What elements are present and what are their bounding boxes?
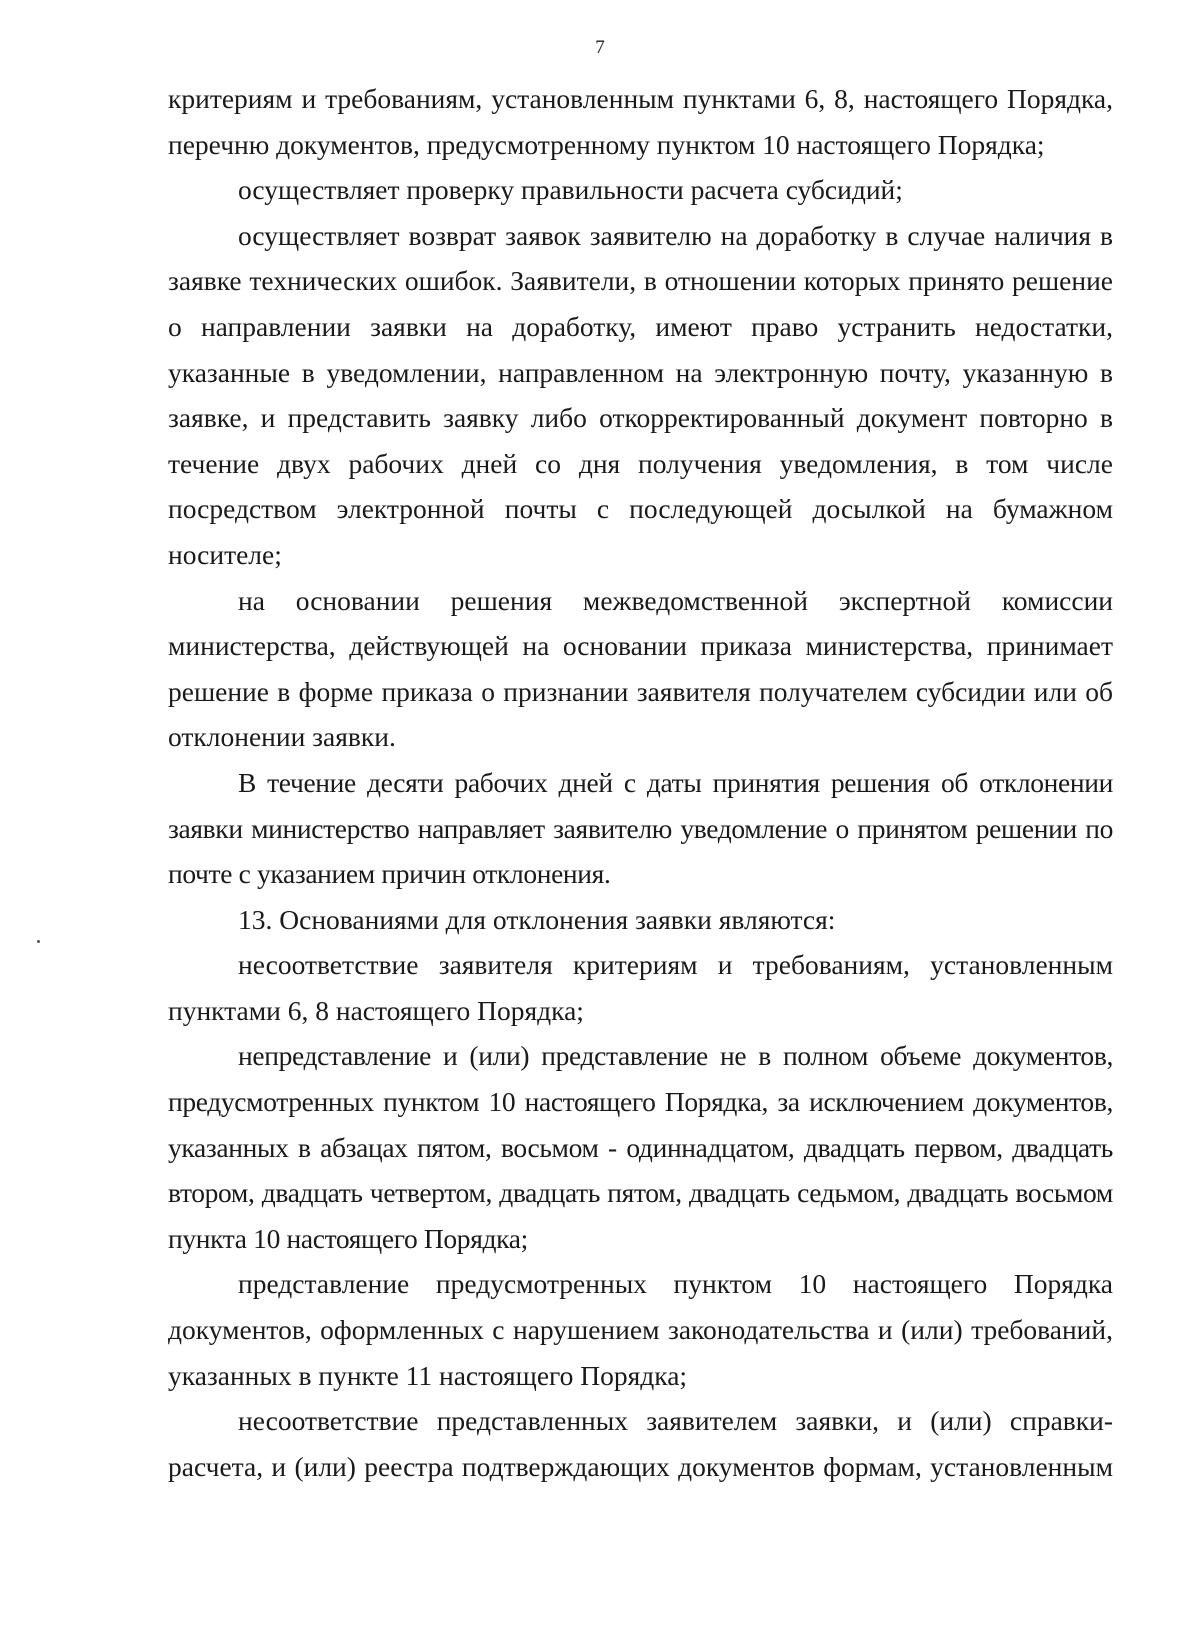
paragraph-continuation: критериям и требованиям, установленным пунктами 6, 8, настоящего Порядка, перечню документов, предусмотренному пунктом 10 настоящего Порядка; [168,83,1113,160]
paragraph-commission-decision: на основании решения межведомственной экспертной комиссии министерства, действующей на основании приказа министерства, принимает решение в форме приказа о признании заявителя получателем субсидии или об отклонении заявки. [168,584,1113,753]
paragraph-ground-forms-mismatch: несоответствие представленных заявителем заявки, и (или) справки-расчета, и (или) реестра подтверждающих документов формам, установленным [168,1405,1113,1482]
paragraph-rejection-notice: В течение десяти рабочих дней с даты принятия решения об отклонении заявки министерство направляет заявителю уведомление о принятом решении по почте с указанием причин отклонения. [168,766,1113,890]
page-number: 7 [595,37,605,58]
paragraph-ground-criteria: несоответствие заявителя критериям и требованиям, установленным пунктами 6, 8 настоящего Порядка; [168,949,1113,1026]
paragraph-ground-documents-missing: непредставление и (или) представление не в полном объеме документов, предусмотренных пунктом 10 настоящего Порядка, за исключением документов, указанных в абзацах пятом, восьмом - одиннадцатом, двадцать первом, двадцать втором, двадцать четвертом, двадцать пятом, двадцать седьмом, двадцать восьмом пункта 10 настоящего Порядка; [168,1040,1113,1254]
document-body [168,76,1113,1489]
paragraph-item-13-heading: 13. Основаниями для отклонения заявки являются: [238,903,836,935]
scan-dot-mark [37,940,40,943]
paragraph-ground-documents-violation: представление предусмотренных пунктом 10 настоящего Порядка документов, оформленных с нарушением законодательства и (или) требований, указанных в пункте 11 настоящего Порядка; [168,1268,1113,1391]
paragraph-return-for-revision: осуществляет возврат заявок заявителю на доработку в случае наличия в заявке технических ошибок. Заявители, в отношении которых принято решение о направлении заявки на доработку, имеют право устранить недостатки, указанные в уведомлении, направленном на электронную почту, указанную в заявке, и представить заявку либо откорректированный документ повторно в течение двух рабочих дней со дня получения уведомления, в том числе посредством электронной почты с последующей досылкой на бумажном носителе; [168,219,1113,570]
paragraph-check-calculation: осуществляет проверку правильности расчета субсидий; [238,174,903,206]
